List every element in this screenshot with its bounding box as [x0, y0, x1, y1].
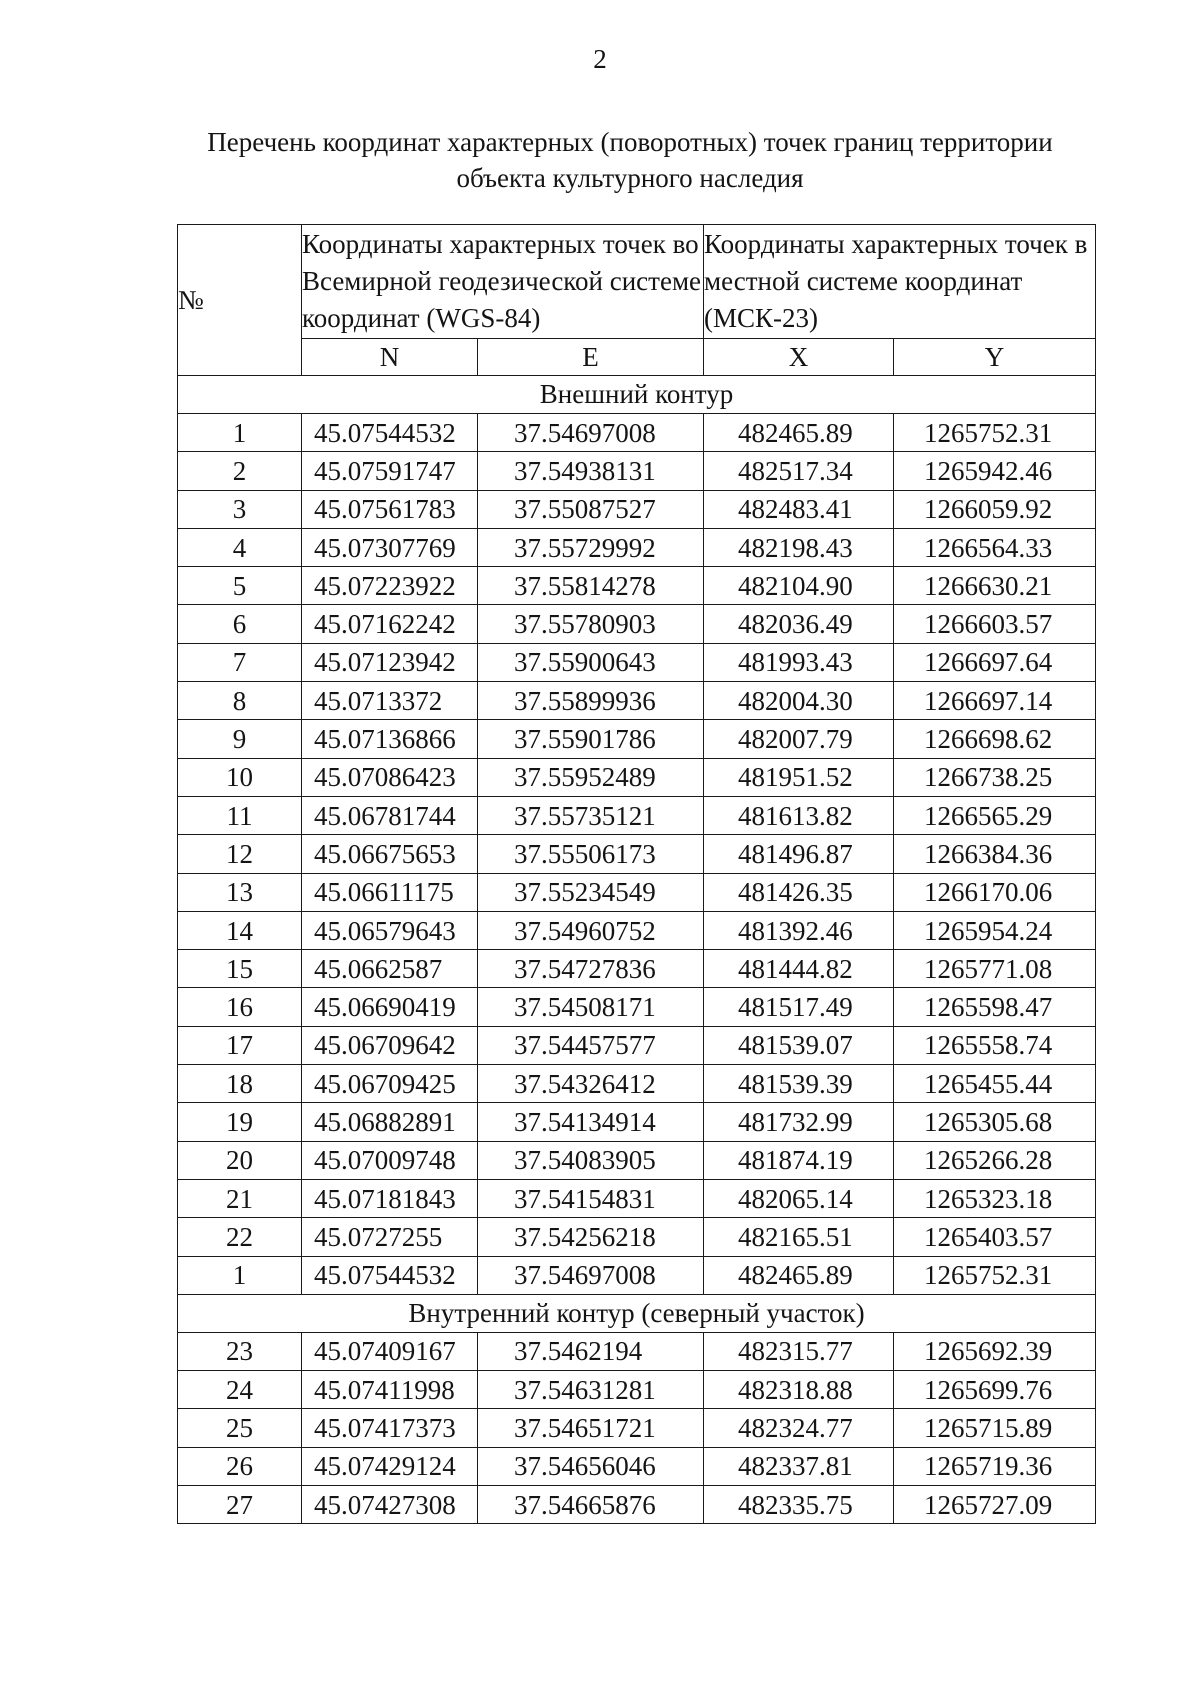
- header-wgs84: Координаты характерных точек во Всемирной геодезической системе координат (WGS-84): [302, 225, 704, 339]
- longitude-e-cell: 37.55087527: [478, 490, 704, 528]
- longitude-e-cell: 37.55901786: [478, 720, 704, 758]
- table-row: [178, 1141, 1096, 1179]
- point-number-cell: 2: [178, 452, 302, 490]
- y-coordinate-cell: 1266603.57: [894, 605, 1096, 643]
- longitude-e-cell: 37.55729992: [478, 528, 704, 566]
- table-body: [178, 376, 1096, 1524]
- page-number: 2: [593, 44, 607, 74]
- longitude-e-cell: 37.55780903: [478, 605, 704, 643]
- latitude-n-cell: 45.06611175: [302, 873, 478, 911]
- point-number-cell: 1: [178, 1256, 302, 1294]
- x-coordinate-cell: 482335.75: [704, 1486, 894, 1524]
- table-row: [178, 1256, 1096, 1294]
- point-number-cell: 20: [178, 1141, 302, 1179]
- latitude-n-cell: 45.07544532: [302, 1256, 478, 1294]
- point-number-cell: 13: [178, 873, 302, 911]
- point-number-cell: 15: [178, 950, 302, 988]
- point-number-cell: 24: [178, 1371, 302, 1409]
- x-coordinate-cell: 482318.88: [704, 1371, 894, 1409]
- x-coordinate-cell: 481392.46: [704, 911, 894, 949]
- point-number-cell: 8: [178, 682, 302, 720]
- table-row: [178, 796, 1096, 834]
- longitude-e-cell: 37.54508171: [478, 988, 704, 1026]
- point-number-cell: 10: [178, 758, 302, 796]
- point-number-cell: 18: [178, 1065, 302, 1103]
- table-row: [178, 1486, 1096, 1524]
- x-coordinate-cell: 482036.49: [704, 605, 894, 643]
- table-row: [178, 605, 1096, 643]
- point-number-cell: 4: [178, 528, 302, 566]
- longitude-e-cell: 37.54631281: [478, 1371, 704, 1409]
- y-coordinate-cell: 1265692.39: [894, 1332, 1096, 1370]
- point-number-cell: 16: [178, 988, 302, 1026]
- header-y: Y: [894, 339, 1096, 376]
- x-coordinate-cell: 481874.19: [704, 1141, 894, 1179]
- header-n: N: [302, 339, 478, 376]
- point-number-cell: 23: [178, 1332, 302, 1370]
- latitude-n-cell: 45.06781744: [302, 796, 478, 834]
- y-coordinate-cell: 1266630.21: [894, 567, 1096, 605]
- y-coordinate-cell: 1265699.76: [894, 1371, 1096, 1409]
- longitude-e-cell: 37.55814278: [478, 567, 704, 605]
- x-coordinate-cell: 481496.87: [704, 835, 894, 873]
- y-coordinate-cell: 1265954.24: [894, 911, 1096, 949]
- y-coordinate-cell: 1266059.92: [894, 490, 1096, 528]
- latitude-n-cell: 45.07307769: [302, 528, 478, 566]
- header-e: E: [478, 339, 704, 376]
- header-msk23: Координаты характерных точек в местной системе координат (МСК-23): [704, 225, 1096, 339]
- x-coordinate-cell: 482465.89: [704, 1256, 894, 1294]
- longitude-e-cell: 37.54938131: [478, 452, 704, 490]
- latitude-n-cell: 45.07429124: [302, 1447, 478, 1485]
- y-coordinate-cell: 1265455.44: [894, 1065, 1096, 1103]
- y-coordinate-cell: 1266738.25: [894, 758, 1096, 796]
- point-number-cell: 12: [178, 835, 302, 873]
- point-number-cell: 27: [178, 1486, 302, 1524]
- latitude-n-cell: 45.06690419: [302, 988, 478, 1026]
- y-coordinate-cell: 1265305.68: [894, 1103, 1096, 1141]
- latitude-n-cell: 45.07223922: [302, 567, 478, 605]
- latitude-n-cell: 45.07409167: [302, 1332, 478, 1370]
- longitude-e-cell: 37.55900643: [478, 643, 704, 681]
- longitude-e-cell: 37.54326412: [478, 1065, 704, 1103]
- section-title: Внутренний контур (северный участок): [178, 1294, 1096, 1332]
- table-row: [178, 873, 1096, 911]
- x-coordinate-cell: 481732.99: [704, 1103, 894, 1141]
- table-row: [178, 720, 1096, 758]
- latitude-n-cell: 45.07427308: [302, 1486, 478, 1524]
- y-coordinate-cell: 1266565.29: [894, 796, 1096, 834]
- longitude-e-cell: 37.55234549: [478, 873, 704, 911]
- table-row: [178, 1179, 1096, 1217]
- longitude-e-cell: 37.54656046: [478, 1447, 704, 1485]
- longitude-e-cell: 37.54697008: [478, 1256, 704, 1294]
- latitude-n-cell: 45.06709425: [302, 1065, 478, 1103]
- table-row: [178, 950, 1096, 988]
- table-row: [178, 414, 1096, 452]
- latitude-n-cell: 45.07009748: [302, 1141, 478, 1179]
- x-coordinate-cell: 482065.14: [704, 1179, 894, 1217]
- x-coordinate-cell: 481517.49: [704, 988, 894, 1026]
- y-coordinate-cell: 1265715.89: [894, 1409, 1096, 1447]
- x-coordinate-cell: 482007.79: [704, 720, 894, 758]
- table-row: [178, 1409, 1096, 1447]
- latitude-n-cell: 45.07181843: [302, 1179, 478, 1217]
- longitude-e-cell: 37.55952489: [478, 758, 704, 796]
- table-row: [178, 490, 1096, 528]
- x-coordinate-cell: 482165.51: [704, 1218, 894, 1256]
- longitude-e-cell: 37.5462194: [478, 1332, 704, 1370]
- y-coordinate-cell: 1266170.06: [894, 873, 1096, 911]
- x-coordinate-cell: 481539.39: [704, 1065, 894, 1103]
- point-number-cell: 5: [178, 567, 302, 605]
- point-number-cell: 3: [178, 490, 302, 528]
- latitude-n-cell: 45.07123942: [302, 643, 478, 681]
- table-row: [178, 1371, 1096, 1409]
- latitude-n-cell: 45.06579643: [302, 911, 478, 949]
- table-header: [178, 225, 1096, 376]
- latitude-n-cell: 45.0713372: [302, 682, 478, 720]
- x-coordinate-cell: 481426.35: [704, 873, 894, 911]
- table-row: [178, 528, 1096, 566]
- latitude-n-cell: 45.07411998: [302, 1371, 478, 1409]
- table-row: [178, 911, 1096, 949]
- latitude-n-cell: 45.06709642: [302, 1026, 478, 1064]
- table-row: [178, 682, 1096, 720]
- table-row: [178, 758, 1096, 796]
- x-coordinate-cell: 482465.89: [704, 414, 894, 452]
- point-number-cell: 17: [178, 1026, 302, 1064]
- table-row: [178, 1447, 1096, 1485]
- latitude-n-cell: 45.07417373: [302, 1409, 478, 1447]
- latitude-n-cell: 45.07591747: [302, 452, 478, 490]
- x-coordinate-cell: 481613.82: [704, 796, 894, 834]
- point-number-cell: 6: [178, 605, 302, 643]
- longitude-e-cell: 37.54651721: [478, 1409, 704, 1447]
- table-row: [178, 1026, 1096, 1064]
- x-coordinate-cell: 482517.34: [704, 452, 894, 490]
- latitude-n-cell: 45.07561783: [302, 490, 478, 528]
- latitude-n-cell: 45.07136866: [302, 720, 478, 758]
- y-coordinate-cell: 1266698.62: [894, 720, 1096, 758]
- y-coordinate-cell: 1265771.08: [894, 950, 1096, 988]
- longitude-e-cell: 37.54665876: [478, 1486, 704, 1524]
- latitude-n-cell: 45.06882891: [302, 1103, 478, 1141]
- x-coordinate-cell: 481951.52: [704, 758, 894, 796]
- x-coordinate-cell: 481539.07: [704, 1026, 894, 1064]
- longitude-e-cell: 37.55506173: [478, 835, 704, 873]
- latitude-n-cell: 45.0727255: [302, 1218, 478, 1256]
- longitude-e-cell: 37.55735121: [478, 796, 704, 834]
- table-row: [178, 1065, 1096, 1103]
- x-coordinate-cell: 482483.41: [704, 490, 894, 528]
- coordinates-table: [177, 224, 1096, 1524]
- latitude-n-cell: 45.07544532: [302, 414, 478, 452]
- x-coordinate-cell: 482198.43: [704, 528, 894, 566]
- section-row: [178, 1294, 1096, 1332]
- y-coordinate-cell: 1265942.46: [894, 452, 1096, 490]
- longitude-e-cell: 37.54154831: [478, 1179, 704, 1217]
- table-row: [178, 1332, 1096, 1370]
- table-row: [178, 567, 1096, 605]
- longitude-e-cell: 37.54083905: [478, 1141, 704, 1179]
- point-number-cell: 11: [178, 796, 302, 834]
- longitude-e-cell: 37.54134914: [478, 1103, 704, 1141]
- longitude-e-cell: 37.54727836: [478, 950, 704, 988]
- latitude-n-cell: 45.0662587: [302, 950, 478, 988]
- latitude-n-cell: 45.07086423: [302, 758, 478, 796]
- point-number-cell: 21: [178, 1179, 302, 1217]
- point-number-cell: 7: [178, 643, 302, 681]
- document-title: [150, 124, 1110, 196]
- y-coordinate-cell: 1266697.64: [894, 643, 1096, 681]
- y-coordinate-cell: 1265266.28: [894, 1141, 1096, 1179]
- longitude-e-cell: 37.55899936: [478, 682, 704, 720]
- header-number: №: [178, 225, 302, 376]
- y-coordinate-cell: 1265719.36: [894, 1447, 1096, 1485]
- longitude-e-cell: 37.54960752: [478, 911, 704, 949]
- x-coordinate-cell: 482004.30: [704, 682, 894, 720]
- point-number-cell: 1: [178, 414, 302, 452]
- x-coordinate-cell: 482324.77: [704, 1409, 894, 1447]
- latitude-n-cell: 45.07162242: [302, 605, 478, 643]
- header-x: X: [704, 339, 894, 376]
- y-coordinate-cell: 1266697.14: [894, 682, 1096, 720]
- longitude-e-cell: 37.54256218: [478, 1218, 704, 1256]
- x-coordinate-cell: 482315.77: [704, 1332, 894, 1370]
- y-coordinate-cell: 1265323.18: [894, 1179, 1096, 1217]
- point-number-cell: 9: [178, 720, 302, 758]
- y-coordinate-cell: 1265598.47: [894, 988, 1096, 1026]
- latitude-n-cell: 45.06675653: [302, 835, 478, 873]
- point-number-cell: 14: [178, 911, 302, 949]
- x-coordinate-cell: 482337.81: [704, 1447, 894, 1485]
- longitude-e-cell: 37.54457577: [478, 1026, 704, 1064]
- y-coordinate-cell: 1265752.31: [894, 1256, 1096, 1294]
- y-coordinate-cell: 1265727.09: [894, 1486, 1096, 1524]
- table-row: [178, 1103, 1096, 1141]
- x-coordinate-cell: 481993.43: [704, 643, 894, 681]
- section-row: [178, 376, 1096, 414]
- y-coordinate-cell: 1265403.57: [894, 1218, 1096, 1256]
- table-row: [178, 643, 1096, 681]
- y-coordinate-cell: 1266384.36: [894, 835, 1096, 873]
- table-row: [178, 1218, 1096, 1256]
- point-number-cell: 26: [178, 1447, 302, 1485]
- y-coordinate-cell: 1266564.33: [894, 528, 1096, 566]
- longitude-e-cell: 37.54697008: [478, 414, 704, 452]
- y-coordinate-cell: 1265752.31: [894, 414, 1096, 452]
- table-row: [178, 452, 1096, 490]
- document-title-line-1: Перечень координат характерных (поворотных) точек границ территории: [207, 127, 1053, 157]
- section-title: Внешний контур: [178, 376, 1096, 414]
- point-number-cell: 22: [178, 1218, 302, 1256]
- document-title-line-2: объекта культурного наследия: [456, 163, 804, 193]
- x-coordinate-cell: 482104.90: [704, 567, 894, 605]
- point-number-cell: 19: [178, 1103, 302, 1141]
- table-row: [178, 988, 1096, 1026]
- table-row: [178, 835, 1096, 873]
- x-coordinate-cell: 481444.82: [704, 950, 894, 988]
- point-number-cell: 25: [178, 1409, 302, 1447]
- y-coordinate-cell: 1265558.74: [894, 1026, 1096, 1064]
